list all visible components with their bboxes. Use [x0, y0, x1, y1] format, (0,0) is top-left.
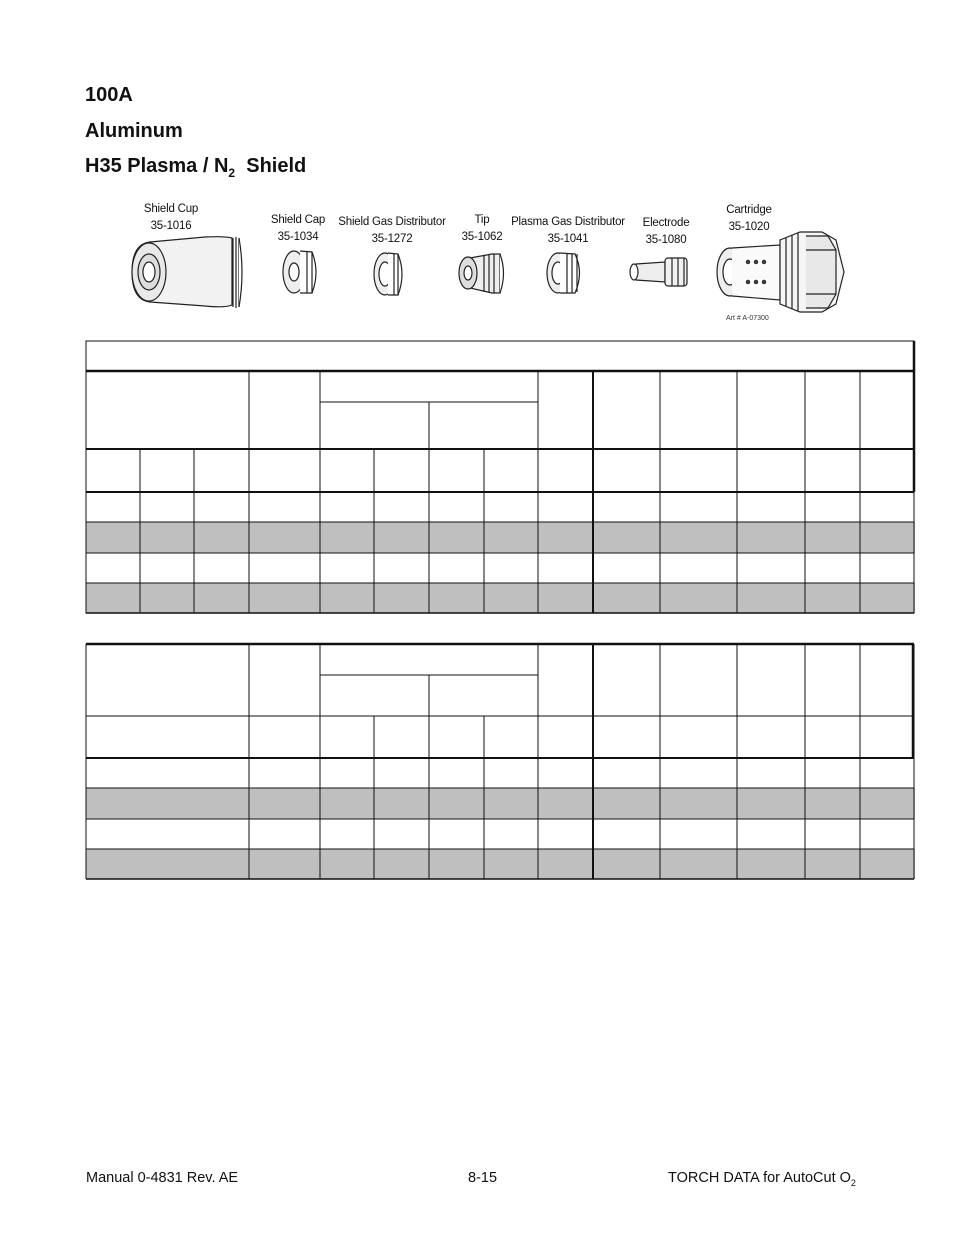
heading-gases-end: Shield [235, 155, 307, 177]
lower-table [86, 644, 915, 879]
part-number: 35-1272 [371, 233, 413, 245]
art-number: Art # A-07300 [726, 315, 769, 322]
part-number: 35-1041 [547, 233, 589, 245]
part-number: 35-1034 [277, 231, 319, 243]
part-name: Shield Cup [143, 203, 199, 215]
footer-manual-number: Manual 0-4831 Rev. AE [86, 1170, 239, 1186]
part-name: Electrode [642, 217, 690, 229]
part-name: Cartridge [726, 204, 772, 216]
part-name: Shield Cap [270, 214, 326, 226]
footer-section-title-subscript: 2 [850, 1177, 856, 1188]
footer-section-title-main: TORCH DATA for AutoCut O [668, 1170, 851, 1186]
part-number: 35-1016 [150, 220, 192, 232]
part-name: Shield Gas Distributor [338, 216, 446, 228]
part-number: 35-1020 [728, 221, 770, 233]
footer-section-title [668, 1170, 856, 1188]
footer-page-number: 8-15 [468, 1170, 498, 1186]
part-name: Tip [474, 214, 490, 226]
part-number: 35-1062 [461, 231, 503, 243]
heading-current: 100A [85, 84, 133, 106]
heading-gases-subscript: 2 [228, 166, 236, 180]
part-number: 35-1080 [645, 234, 687, 246]
upper-table [86, 341, 915, 613]
heading-material: Aluminum [85, 120, 183, 142]
heading-gases-main: H35 Plasma / N [85, 155, 229, 177]
part-name: Plasma Gas Distributor [511, 216, 625, 228]
